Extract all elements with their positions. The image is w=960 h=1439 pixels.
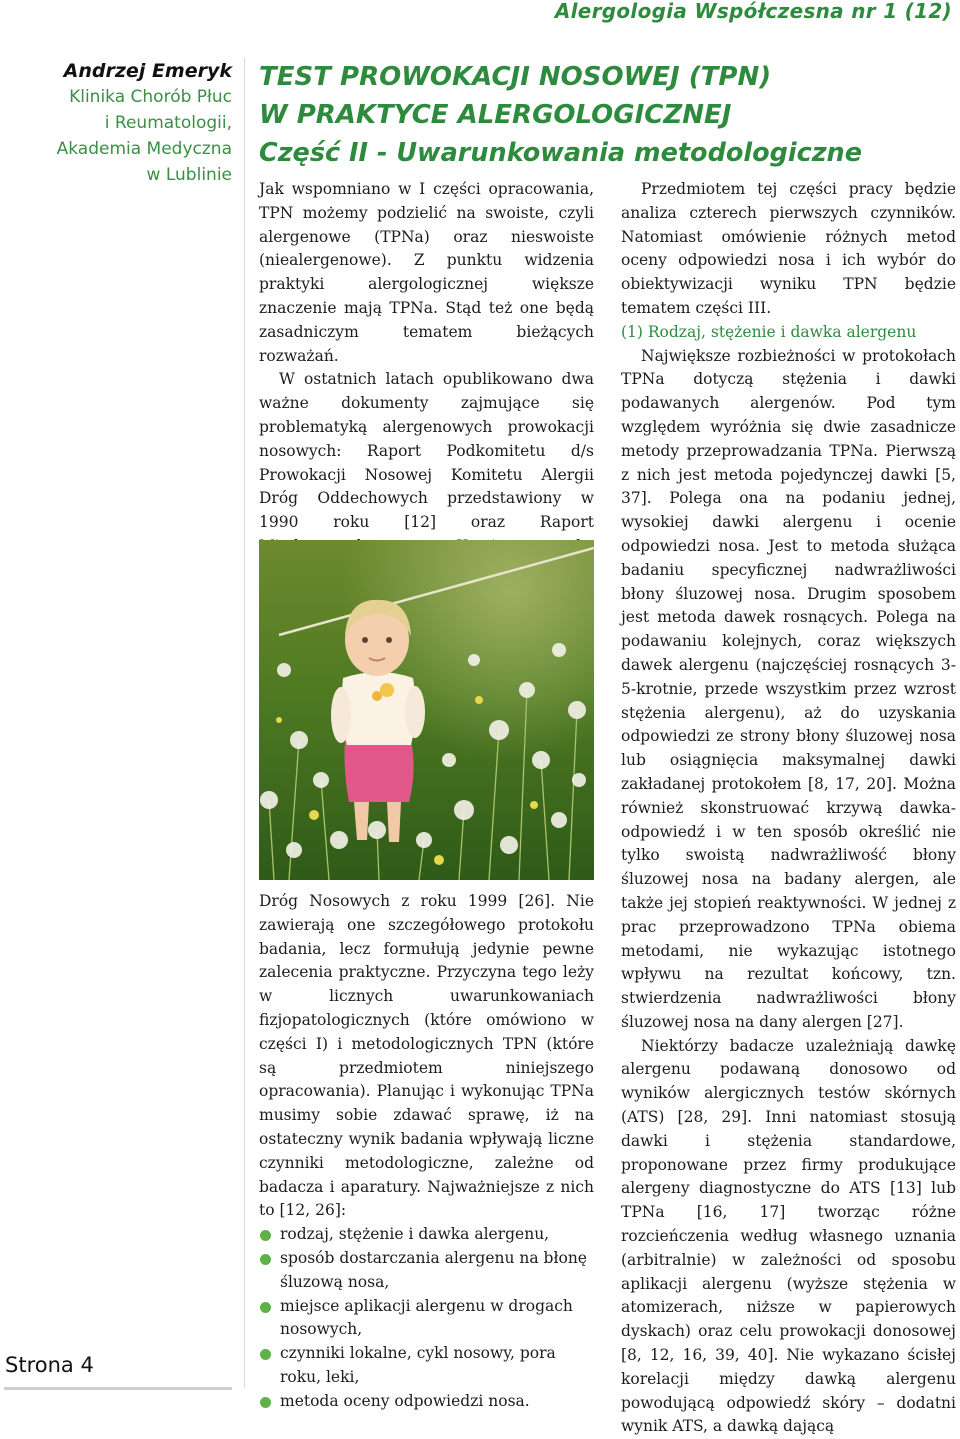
- title-line-3: Część II - Uwarunkowania metodologiczne: [259, 138, 863, 168]
- paragraph: Przedmiotem tej części pracy będzie analiza czterech pierwszych czynników. Natomiast omówienie różnych metod oceny odpowiedzi nosa i ich wybór do obiektywizacji wyniku TPN będzie tematem części III.: [621, 180, 956, 317]
- bullet-dot-icon: [260, 1397, 271, 1408]
- list-item: [259, 1390, 594, 1414]
- title-line-2: W PRAKTYCE ALERGOLOGICZNEJ: [259, 100, 732, 130]
- list-item-text: rodzaj, stężenie i dawka alergenu,: [280, 1225, 550, 1244]
- affiliation-line: i Reumatologii,: [104, 113, 232, 133]
- list-item-text: miejsce aplikacji alergenu w drogach nosowych,: [280, 1296, 573, 1339]
- paragraph: Jak wspomniano w I części opracowania, TPN możemy podzielić na swoiste, czyli alergenowe (TPNa) oraz nieswoiste (niealergenowe). Z punktu widzenia praktyki alergologicznej większe znaczenie mają TPNa. Stąd też one będą zasadniczym tematem bieżących rozważań.: [259, 180, 594, 365]
- journal-header: Alergologia Współczesna nr 1 (12): [554, 0, 952, 23]
- page-number: Strona 4: [5, 1353, 94, 1377]
- list-item: [259, 1247, 594, 1295]
- author-name: Andrzej Emeryk: [63, 60, 232, 82]
- list-item-text: metoda oceny odpowiedzi nosa.: [280, 1391, 530, 1410]
- article-title: [259, 58, 959, 172]
- list-item: [259, 1342, 594, 1390]
- photo-child-in-dandelion-field: [259, 540, 594, 880]
- paragraph: Największe rozbieżności w protokołach TPNa dotyczą stężenia i dawki podawanych alergenów. Pod tym względem wyróżnia się dwie zasadnicze metody przeprowadzania TPNa. Pierwszą z nich jest metoda pojedynczej dawki [5, 37]. Polega ona na podaniu jednej, wysokiej dawki alergenu i ocenie odpowiedzi nosa. Jest to metoda służąca badaniu specyficznej nadwrażliwości błony śluzowej nosa. Drugim sposobem jest metoda dawek rosnących. Polega na podawaniu kolejnych, coraz większych dawek alergenu (najczęściej rosnących 3-5-krotnie, przede wszystkim przez wzrost stężenia alergenu), aż do uzyskania odpowiedzi ze strony błony śluzowej nosa lub osiągnięcia maksymalnej dawki zakładanej protokołem [8, 17, 20]. Można również skonstruować krzywą dawka-odpowiedź i w ten sposób określić nie tylko swoistą nadwrażliwość błony śluzowej nosa na badany alergen, ale także jej stopień reaktywności. W jednej z prac przeprowadzono TPNa obiema metodami, nie wykazując istotnego wpływu na rezultat końcowy, tzn. stwierdzenia nadwrażliwości błony śluzowej nosa na dany alergen [27].: [621, 346, 956, 1031]
- bullet-dot-icon: [260, 1349, 271, 1360]
- affiliation-line: Klinika Chorób Płuc: [69, 87, 232, 107]
- bullet-dot-icon: [260, 1302, 271, 1313]
- paragraph: Niektórzy badacze uzależniają dawkę alergenu podawaną donosowo od wyników alergicznych testów skórnych (ATS) [28, 29]. Inni natomiast stosują dawki i stężenia standardowe, proponowane przez firmy produkujące alergeny diagnostyczne do ATS [13] lub TPNa [16, 17] tworząc różne rozcieńczenia według własnego uznania (arbitralnie) w zależności od sposobu aplikacji alergenu (wyższe stężenia w atomizerach, niższe w papierowych dyskach) oraz celu prowokacji donosowej [8, 12, 16, 39, 40]. Nie wykazano ścisłej korelacji między dawką alergenu powodującą odpowiedź skóry – dodatni wynik ATS, a dawką dającą: [621, 1036, 956, 1436]
- list-item: [259, 1295, 594, 1343]
- column-divider: [244, 58, 245, 1388]
- affiliation-line: Akademia Medyczna: [56, 139, 232, 159]
- affiliation-line: w Lublinie: [146, 165, 232, 185]
- list-item: [259, 1223, 594, 1247]
- bullet-dot-icon: [260, 1254, 271, 1265]
- list-item-text: czynniki lokalne, cykl nosowy, pora roku, leki,: [280, 1344, 556, 1386]
- paragraph: Dróg Nosowych z roku 1999 [26]. Nie zawierają one szczegółowego protokołu badania, lecz formułują jedynie pewne zalecenia praktyczne. Przyczyna tego leży w licznych uwarunkowaniach fizjopatologicznych (które omówiono w części I) i metodologicznych TPN (które są przedmiotem niniejszego opracowania). Planując i wykonując TPNa musimy sobie zdawać sprawę, iż na ostateczny wynik badania wpływają liczne czynniki metodologiczne, zależne od badacza i aparatury. Najważniejsze z nich to [12, 26]:: [259, 892, 594, 1220]
- bullet-dot-icon: [260, 1230, 271, 1241]
- list-item-text: sposób dostarczania alergenu na błonę śluzową nosa,: [280, 1248, 587, 1291]
- page-number-rule: [4, 1387, 232, 1390]
- title-line-1: TEST PROWOKACJI NOSOWEJ (TPN): [259, 62, 772, 92]
- author-sidebar: [0, 58, 232, 188]
- section-heading: (1) Rodzaj, stężenie i dawka alergenu: [621, 322, 917, 341]
- paragraph: W ostatnich latach opublikowano dwa ważne dokumenty zajmujące się problematyką alergenowych prowokacji nosowych: Raport Podkomitetu d/s Prowokacji Nosowej Komitetu Alergii Dróg Oddechowych przedstawiony w 1990 roku [12] oraz Raport: [259, 370, 594, 532]
- column-left-top: [259, 178, 594, 583]
- factor-list: [259, 1223, 594, 1413]
- column-left-bottom: [259, 890, 594, 1414]
- column-right: [621, 178, 956, 1439]
